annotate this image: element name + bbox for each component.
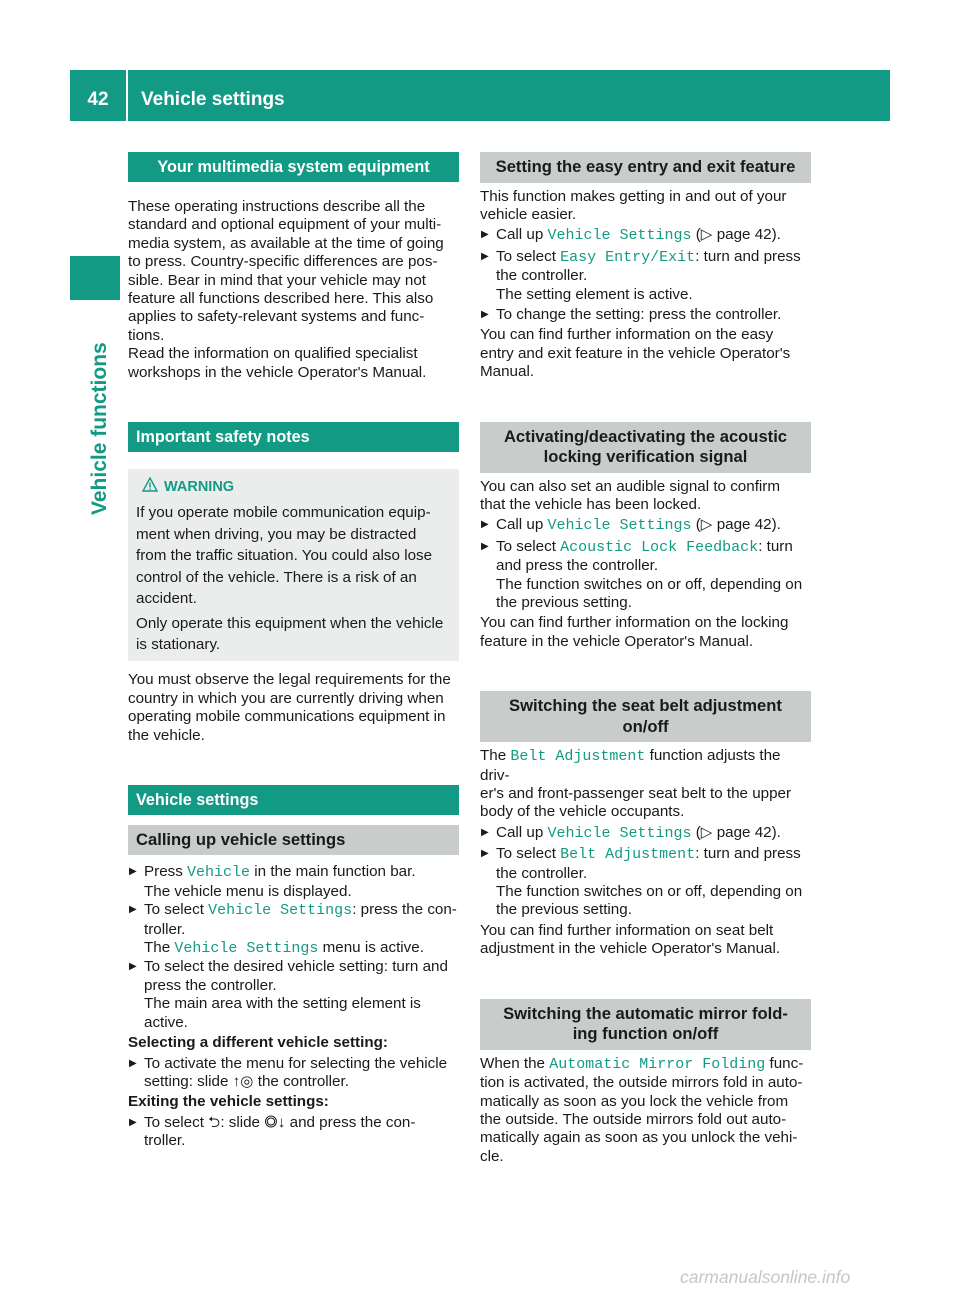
section-heading-acoustic-locking: Activating/deactivating the acoustic locking verification signal [480, 422, 811, 473]
acoustic-paragraph: You can also set an audible signal to confirm that the vehicle has been locked. [480, 477, 781, 513]
warning-advice: Only operate this equipment when the vehicle is stationary. [136, 614, 444, 653]
controller-slide-up-icon: ↑◎ [232, 1072, 254, 1090]
instruction-step: ▶ To select Acoustic Lock Feedback: turn and press the controller. The function switches on or off, depending on the previous setting. [480, 538, 811, 613]
section-heading-multimedia-equipment: Your multimedia system equipment [128, 152, 459, 182]
instruction-step: ▶ To change the setting: press the controller. [480, 306, 811, 324]
page-title: Vehicle settings [141, 89, 285, 110]
ui-term-vehicle-settings: Vehicle Settings [547, 517, 692, 535]
ui-term-belt-adjustment: Belt Adjustment [510, 748, 646, 766]
ui-term-acoustic-lock-feedback: Acoustic Lock Feedback [560, 538, 759, 556]
section-heading-mirror-folding: Switching the automatic mirror fold- ing function on/off [480, 999, 811, 1050]
seat-belt-paragraph: The Belt Adjustment function adjusts the driv- er's and front-passenger seat belt to the upper body of the vehicle occupants. [480, 747, 792, 821]
instruction-step: ▶ To select the desired vehicle setting: turn and press the controller. The main area with the setting element is active. [128, 958, 459, 1032]
left-column [128, 152, 459, 1151]
ui-term-belt-adjustment: Belt Adjustment [560, 846, 696, 864]
ui-term-easy-entry-exit: Easy Entry/Exit [560, 248, 696, 266]
warning-text: If you operate mobile communication equip- ment when driving, you may be distracted from the traffic situation. You could also lose control of the vehicle. There is a risk of an accident. [136, 504, 433, 608]
controller-slide-down-icon: ◎↓ [264, 1113, 286, 1131]
section-heading-vehicle-settings: Vehicle settings [128, 785, 459, 815]
instruction-step: ▶ Press Vehicle in the main function bar. The vehicle menu is displayed. [128, 863, 459, 901]
ui-term-vehicle-settings: Vehicle Settings [547, 824, 692, 842]
watermark: carmanualsonline.info [680, 1267, 851, 1287]
right-column [480, 152, 811, 1166]
subheading-exiting-settings: Exiting the vehicle settings: [128, 1093, 329, 1111]
acoustic-further-info: You can find further information on the locking feature in the vehicle Operator's Manual. [480, 614, 789, 650]
chapter-tab-block [70, 256, 120, 300]
multimedia-intro-paragraph: These operating instructions describe all the standard and optional equipment of your multi- media system, as available at the time of going to press. Country-specific differences are pos- sible. Bear in mind that your vehicle may not feature all functions described here. This also applies to safety-relevant systems and func- tions. [128, 198, 444, 344]
easy-entry-further-info: You can find further information on the easy entry and exit feature in the vehicle Operator's Manual. [480, 326, 791, 381]
instruction-step: ▶ To select Vehicle Settings: press the con- troller. The Vehicle Settings menu is active. [128, 901, 459, 958]
header-divider [126, 70, 128, 121]
warning-triangle-icon [142, 477, 158, 493]
seat-belt-further-info: You can find further information on seat belt adjustment in the vehicle Operator's Manual. [480, 921, 781, 958]
ui-term-vehicle-settings: Vehicle Settings [174, 940, 319, 958]
back-icon: ⮌ [208, 1113, 221, 1131]
easy-entry-paragraph: This function makes getting in and out of your vehicle easier. [480, 187, 787, 223]
instruction-step: ▶ Call up Vehicle Settings (▷ page 42). [480, 824, 811, 843]
ui-term-automatic-mirror-folding: Automatic Mirror Folding [549, 1055, 766, 1073]
page-number: 42 [87, 89, 109, 110]
instruction-step: ▶ To activate the menu for selecting the vehicle setting: slide ↑◎ the controller. [128, 1055, 459, 1092]
instruction-step: ▶ To select Belt Adjustment: turn and press the controller. The function switches on or off, depending on the previous setting. [480, 845, 811, 920]
section-heading-seat-belt: Switching the seat belt adjustment on/off [480, 691, 811, 742]
instruction-step: ▶ Call up Vehicle Settings (▷ page 42). [480, 516, 811, 535]
instruction-step: ▶ To select Easy Entry/Exit: turn and press the controller. The setting element is active. [480, 248, 811, 304]
ui-term-vehicle-settings: Vehicle Settings [547, 227, 692, 245]
chapter-label: Vehicle functions [88, 342, 111, 515]
subsection-heading-calling-up: Calling up vehicle settings [128, 825, 459, 856]
warning-title: WARNING [136, 477, 451, 498]
ui-term-vehicle: Vehicle [187, 864, 251, 882]
ui-term-vehicle-settings: Vehicle Settings [208, 902, 353, 920]
warning-box [128, 469, 459, 661]
multimedia-workshop-paragraph: Read the information on qualified specialist workshops in the vehicle Operator's Manual. [128, 345, 427, 381]
legal-requirements-paragraph: You must observe the legal requirements for the country in which you are currently driving when operating mobile communications equipment in the vehicle. [128, 671, 451, 744]
section-heading-safety-notes: Important safety notes [128, 422, 459, 452]
subheading-selecting-setting: Selecting a different vehicle setting: [128, 1034, 388, 1052]
instruction-step: ▶ To select ⮌: slide ◎↓ and press the con- troller. [128, 1114, 459, 1151]
mirror-folding-paragraph: When the Automatic Mirror Folding func- tion is activated, the outside mirrors fold in auto- matically as soon as you lock the vehicle from the outside. The outside mirrors fold out auto- matically again as soon as you unlock the vehi- cle. [480, 1054, 804, 1165]
section-heading-easy-entry: Setting the easy entry and exit feature [480, 152, 811, 183]
instruction-step: ▶ Call up Vehicle Settings (▷ page 42). [480, 226, 811, 245]
